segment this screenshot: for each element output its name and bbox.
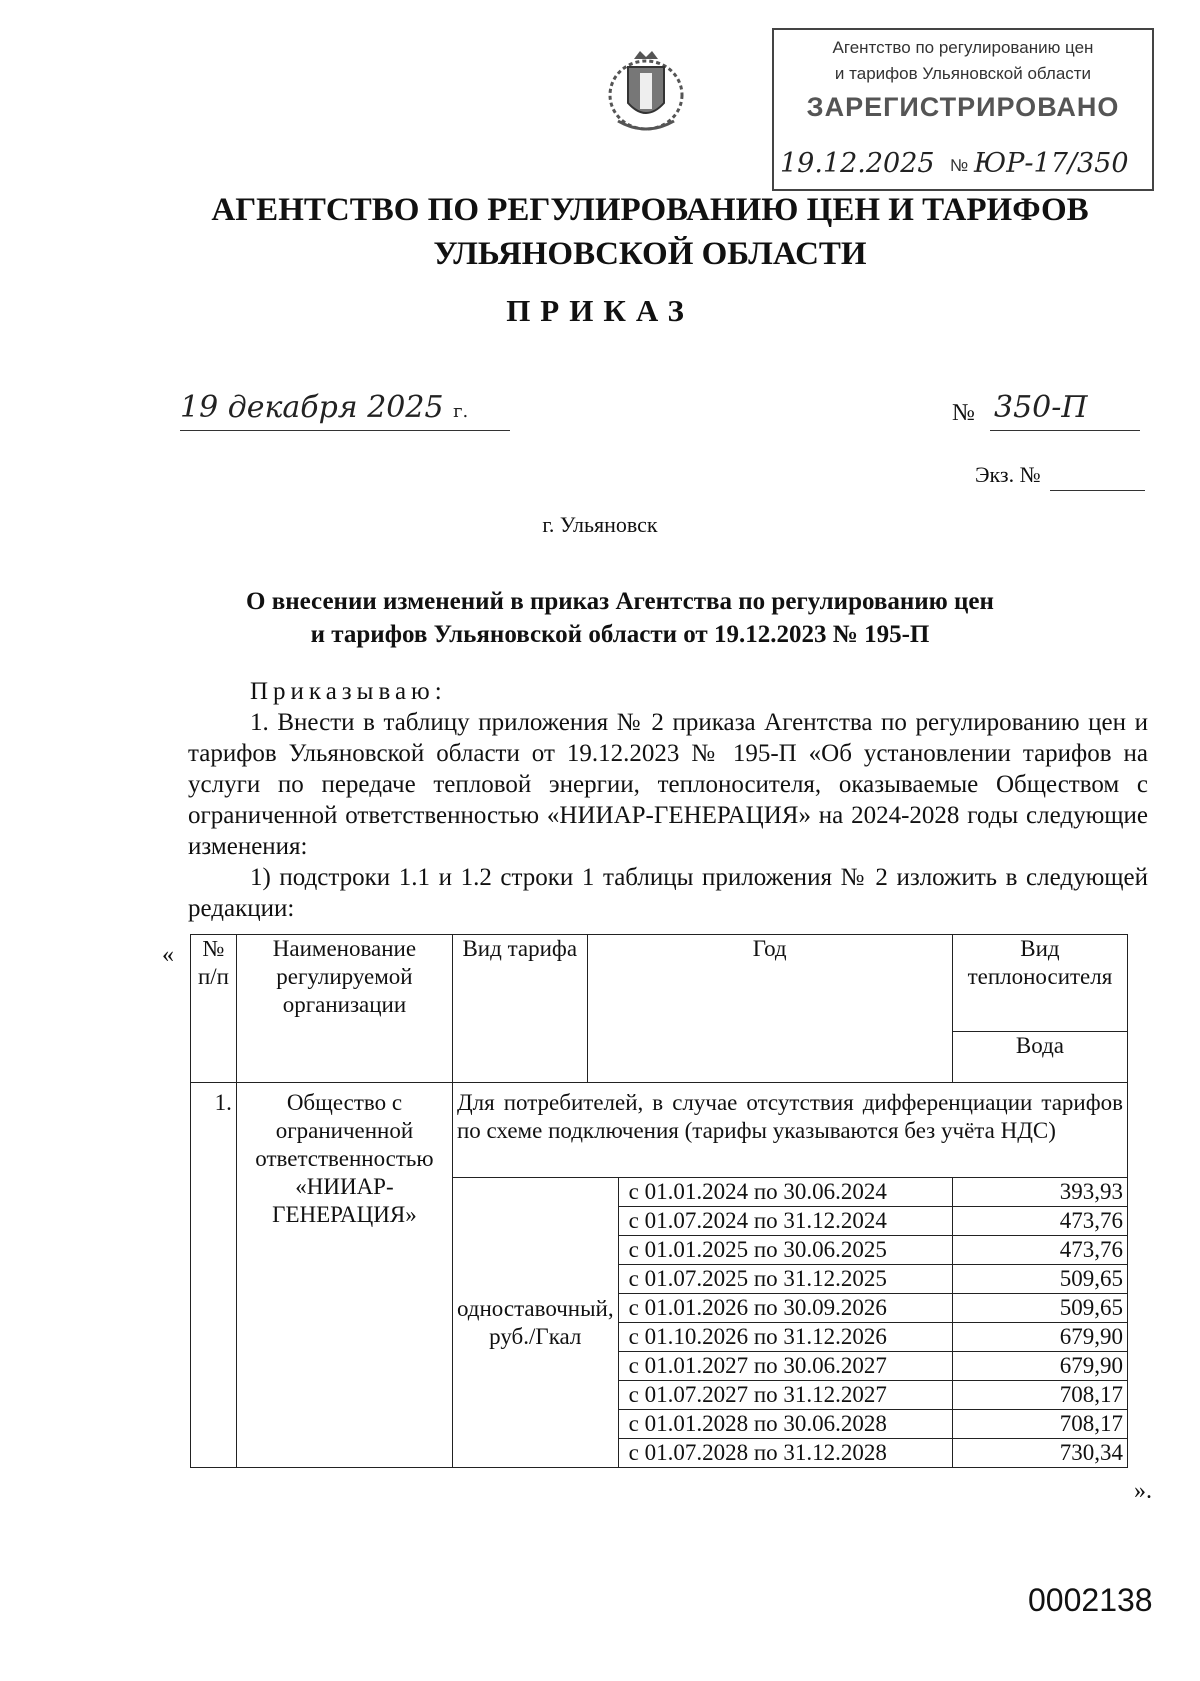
- order-body: [188, 676, 1148, 924]
- header-org: Наименование регулируемой организации: [236, 935, 452, 1083]
- registration-stamp: [772, 28, 1154, 191]
- city: г. Ульяновск: [542, 512, 658, 537]
- order-date-suffix: г.: [453, 401, 469, 422]
- order-subject: [160, 585, 1080, 651]
- period-cell: с 01.01.2025 по 30.06.2025: [618, 1236, 952, 1265]
- row-tariff-type: одноставочный, руб./Гкал: [452, 1178, 618, 1468]
- header-year: Год: [587, 935, 952, 1083]
- paragraph-1: 1. Внести в таблицу приложения № 2 приказа Агентства по регулированию цен и тарифов Ульяновской области от 19.12.2023 № 195-П «Об установлении тарифов на услуги по передаче тепловой энергии, теплоносителя, оказываемые Обществом с ограниченной ответственностью «НИИАР-ГЕНЕРАЦИЯ» на 2024-2028 годы следующие изменения:: [188, 709, 1148, 860]
- number-underline: [990, 430, 1140, 431]
- row-note: Для потребителей, в случае отсутствия дифференциации тарифов по схеме подключения (тарифы указываются без учёта НДС): [452, 1083, 1127, 1178]
- tariff-table: [190, 934, 1128, 1468]
- stamp-reg-date: 19.12.2025: [780, 148, 935, 179]
- copy-number-underline: [1050, 490, 1145, 491]
- order-date-handwritten: 19 декабря 2025: [180, 390, 444, 425]
- value-cell: 509,65: [952, 1265, 1127, 1294]
- value-cell: 509,65: [952, 1294, 1127, 1323]
- stamp-registered: ЗАРЕГИСТРИРОВАНО: [806, 92, 1120, 122]
- period-cell: с 01.07.2028 по 31.12.2028: [618, 1439, 952, 1468]
- stamp-no-label: №: [950, 156, 969, 175]
- value-cell: 473,76: [952, 1236, 1127, 1265]
- copy-number-label: Экз. №: [975, 462, 1041, 487]
- header-num: № п/п: [191, 935, 237, 1083]
- period-cell: с 01.01.2024 по 30.06.2024: [618, 1178, 952, 1207]
- period-cell: с 01.01.2026 по 30.09.2026: [618, 1294, 952, 1323]
- subject-line2: и тарифов Ульяновской области от 19.12.2023 № 195-П: [310, 621, 930, 648]
- period-cell: с 01.01.2028 по 30.06.2028: [618, 1410, 952, 1439]
- value-cell: 679,90: [952, 1323, 1127, 1352]
- document-type: ПРИКАЗ: [506, 293, 694, 328]
- period-cell: с 01.01.2027 по 30.06.2027: [618, 1352, 952, 1381]
- coat-of-arms-icon: [600, 45, 692, 137]
- agency-name: [200, 188, 1100, 276]
- header-carrier: Вид теплоносителя: [952, 935, 1127, 1032]
- date-underline: [180, 430, 510, 431]
- value-cell: 730,34: [952, 1439, 1127, 1468]
- order-number-label: №: [952, 400, 975, 426]
- value-cell: 473,76: [952, 1207, 1127, 1236]
- value-cell: 679,90: [952, 1352, 1127, 1381]
- value-cell: 708,17: [952, 1410, 1127, 1439]
- paragraph-2: 1) подстроки 1.1 и 1.2 строки 1 таблицы приложения № 2 изложить в следующей редакции:: [188, 864, 1148, 922]
- quote-close: ».: [1134, 1478, 1152, 1504]
- quote-open: «: [162, 942, 174, 968]
- order-date: [180, 390, 468, 425]
- document-code: 0002138: [1028, 1582, 1153, 1618]
- order-number: 350-П: [994, 390, 1088, 425]
- row-num: 1.: [191, 1083, 237, 1468]
- value-cell: 393,93: [952, 1178, 1127, 1207]
- period-cell: с 01.07.2024 по 31.12.2024: [618, 1207, 952, 1236]
- header-carrier-water: Вода: [952, 1032, 1127, 1083]
- agency-line2: УЛЬЯНОВСКОЙ ОБЛАСТИ: [433, 236, 867, 272]
- value-cell: 708,17: [952, 1381, 1127, 1410]
- stamp-line2: и тарифов Ульяновской области: [834, 64, 1092, 83]
- agency-line1: АГЕНТСТВО ПО РЕГУЛИРОВАНИЮ ЦЕН И ТАРИФОВ: [211, 192, 1089, 228]
- row-org: Общество с ограниченной ответственностью «НИИАР-ГЕНЕРАЦИЯ»: [236, 1083, 452, 1468]
- period-cell: с 01.07.2025 по 31.12.2025: [618, 1265, 952, 1294]
- order-word: Приказываю:: [250, 678, 447, 705]
- period-cell: с 01.10.2026 по 31.12.2026: [618, 1323, 952, 1352]
- subject-line1: О внесении изменений в приказ Агентства по регулированию цен: [246, 588, 994, 615]
- stamp-line1: Агентство по регулированию цен: [832, 38, 1094, 57]
- period-cell: с 01.07.2027 по 31.12.2027: [618, 1381, 952, 1410]
- header-tariff-type: Вид тарифа: [452, 935, 587, 1083]
- stamp-reg-number: ЮР-17/350: [974, 148, 1129, 179]
